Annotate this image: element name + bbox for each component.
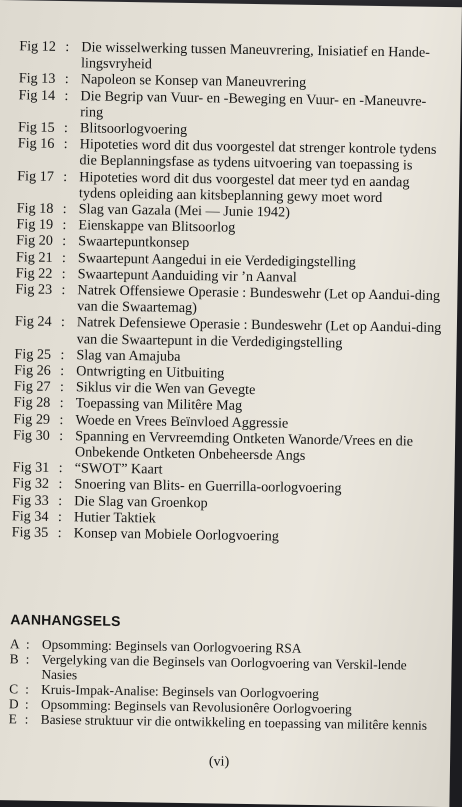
figure-number: Fig 16 [17, 135, 55, 153]
figure-number: Fig 28 [13, 394, 51, 412]
figure-number: Fig 24 [14, 313, 52, 331]
figure-title: Hipoteties word dit dus voorgestel dat strenger kontrole tydens die Beplanningsfase as tydens uitvoering van toepassing is [79, 136, 437, 174]
separator: : [58, 460, 63, 477]
separator: : [64, 71, 69, 88]
separator: : [58, 492, 63, 509]
figure-title: Die Begrip van Vuur- en -Beweging en Vuur- en -Maneuvre-ring [80, 87, 427, 121]
figure-number: Fig 32 [12, 475, 50, 493]
figure-title: Die wisselwerking tussen Maneuvrering, Inisiatief en Hande-lingsvryheid [80, 39, 431, 73]
separator: : [59, 379, 65, 396]
figure-number: Fig 15 [17, 119, 55, 136]
figure-number: Fig 12 [19, 38, 57, 55]
figure-title: Napoleon se Konsep van Maneuvrering [80, 71, 307, 92]
annex-letter: D [8, 696, 19, 712]
separator: : [25, 636, 30, 652]
separator: : [59, 427, 64, 444]
figure-title: Spanning en Vervreemding Ontketen Wanorde/Vrees en die Onbekende Ontketen Onbeheersde Angs [74, 428, 414, 464]
separator: : [62, 233, 67, 250]
separator: : [62, 217, 67, 234]
figure-title: Eienskappe van Blitsoorlog [78, 217, 236, 236]
figure-title: Slag van Gazala (Mei — Junie 1942) [78, 201, 291, 221]
figure-number: Fig 14 [18, 86, 56, 104]
figure-title: Swaartepuntkonsep [78, 233, 190, 252]
figure-number: Fig 20 [16, 232, 54, 250]
figure-title: Slag van Amajuba [76, 347, 181, 365]
figure-title: Konsep van Mobiele Oorlogvoering [73, 525, 280, 545]
separator: : [59, 395, 64, 412]
figure-title: Die Slag van Groenkop [74, 492, 208, 512]
figure-number: Fig 27 [13, 378, 51, 396]
figure-title: “SWOT” Kaart [74, 460, 163, 478]
figure-title: Swaartepunt Aanduiding vir ’n Aanval [77, 266, 297, 286]
separator: : [61, 249, 67, 266]
figure-title: Siklus vir die Wen van Gevegte [75, 379, 256, 399]
separator: : [60, 314, 66, 331]
figure-number: Fig 23 [15, 281, 53, 298]
figure-title: Hipoteties word dit dus voorgestel dat meer tyd en aandag tydens opleiding aan kitsbeplanning gewy moet word [78, 168, 410, 206]
figure-number: Fig 19 [16, 216, 54, 234]
separator: : [63, 168, 68, 185]
separator: : [63, 120, 69, 137]
figure-number: Fig 34 [11, 508, 49, 525]
annex-title: Basiese struktuur vir die ontwikkeling en toepassing van militêre kennis [40, 711, 428, 733]
figure-number: Fig 29 [13, 410, 51, 428]
annex-letter: C [9, 681, 19, 697]
annex-letter: A [9, 636, 20, 652]
figure-title: Snoering van Blits- en Guerrilla-oorlogvoering [74, 476, 342, 497]
separator: : [60, 346, 65, 363]
page-number: (vi) [208, 754, 230, 770]
separator: : [25, 651, 30, 667]
figure-title: Toepassing van Militêre Mag [75, 395, 243, 415]
figure-number: Fig 26 [14, 362, 51, 379]
separator: : [61, 282, 66, 299]
figure-number: Fig 31 [12, 459, 50, 477]
figure-title: Natrek Offensiewe Operasie : Bundeswehr (Let op Aandui-ding van die Swaartemag) [77, 282, 441, 317]
annex-list [9, 636, 440, 733]
separator: : [65, 39, 70, 56]
separator: : [24, 711, 29, 727]
figure-number: Fig 18 [16, 200, 54, 217]
separator: : [57, 508, 62, 525]
figure-number: Fig 17 [17, 167, 55, 185]
separator: : [25, 681, 30, 697]
figure-title: Woede en Vrees Beïnvloed Aggressie [75, 411, 289, 432]
figure-number: Fig 25 [14, 346, 52, 363]
annex-letter: E [8, 711, 18, 727]
figure-number: Fig 21 [15, 248, 53, 266]
separator: : [60, 363, 65, 380]
figure-number: Fig 30 [13, 427, 50, 444]
figure-number: Fig 13 [18, 70, 56, 88]
annex-letter: B [9, 651, 19, 667]
separator: : [63, 136, 68, 153]
separator: : [59, 411, 64, 428]
figure-number: Fig 33 [12, 491, 49, 509]
separator: : [61, 265, 66, 282]
figure-title: Swaartepunt Aangedui in eie Verdedigingstelling [77, 249, 356, 271]
figure-list [12, 38, 450, 547]
annex-title: Opsomming: Beginsels van Oorlogvoering RSA [41, 636, 302, 656]
figure-number: Fig 22 [15, 265, 53, 282]
figure-title: Natrek Defensiewe Operasie : Bundeswehr (Let op Aandui-ding van die Swaartepunt in die Verdedigingstelling [76, 314, 442, 352]
separator: : [62, 201, 67, 218]
annex-title: Kruis-Impak-Analise: Beginsels van Oorlogvoering [41, 681, 320, 702]
annex-title: Opsomming: Beginsels van Revolusionêre Oorlogvoering [40, 696, 352, 717]
section-heading: AANHANGSELS [10, 611, 121, 629]
annex-title: Vergelyking van die Beginsels van Oorlogvoering van Verskil-lende Nasies [41, 651, 407, 683]
separator: : [24, 696, 29, 712]
separator: : [57, 525, 62, 542]
figure-title: Ontwrigting en Uitbuiting [76, 363, 225, 382]
figure-number: Fig 35 [11, 524, 49, 541]
figure-title: Blitsoorlogvoering [79, 120, 188, 138]
figure-title: Hutier Taktiek [73, 509, 156, 527]
separator: : [64, 87, 69, 104]
separator: : [58, 476, 63, 493]
